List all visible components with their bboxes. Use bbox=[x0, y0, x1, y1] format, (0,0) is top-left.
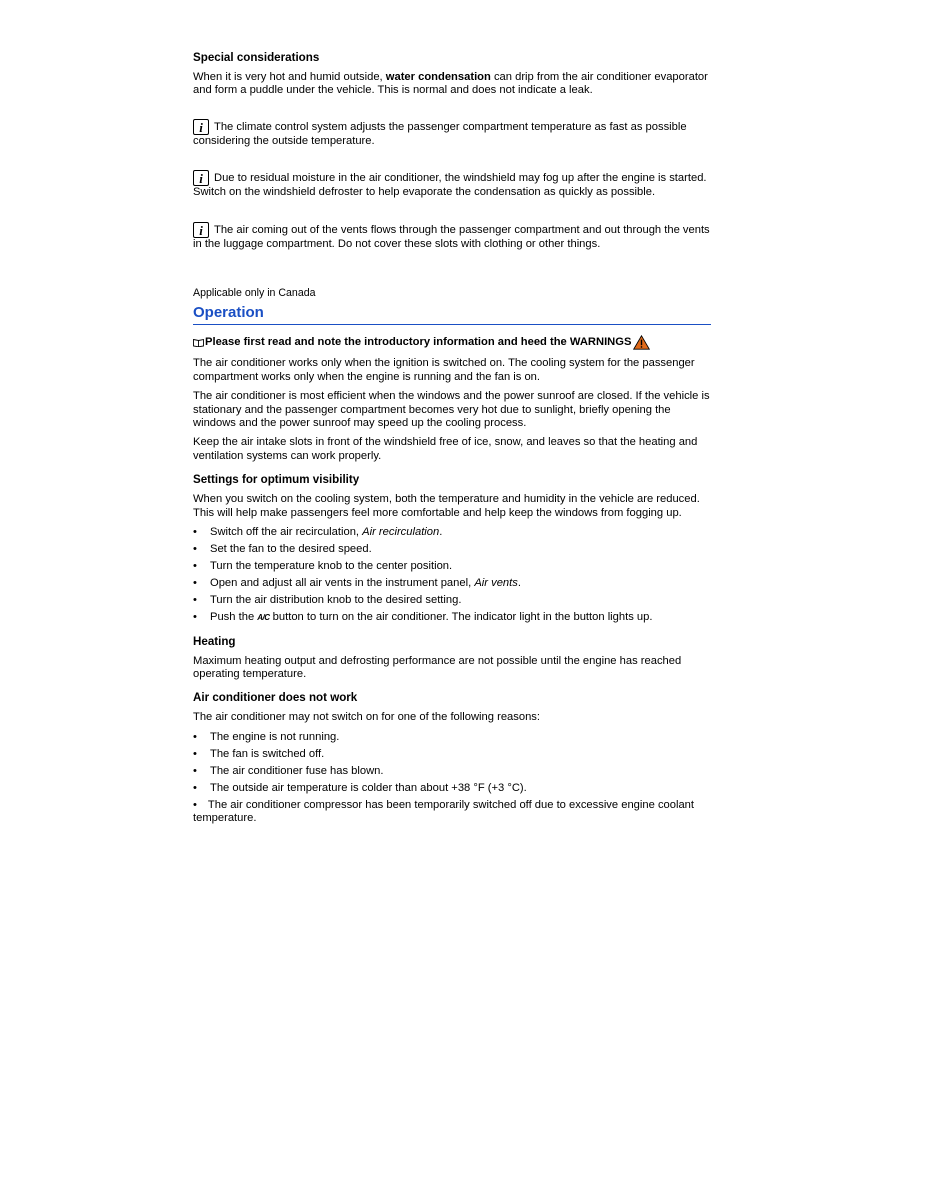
info-note-3 bbox=[193, 222, 711, 251]
operation-paragraph: Keep the air intake slots in front of the windshield free of ice, snow, and leaves so that the heating and ventilation systems can work properly. bbox=[193, 436, 698, 462]
info-icon: i bbox=[193, 222, 209, 238]
list-item-text: Turn the air distribution knob to the desired setting. bbox=[210, 594, 462, 607]
list-item-text: The air conditioner fuse has blown. bbox=[210, 764, 384, 777]
operation-paragraph: The air conditioner works only when the ignition is switched on. The cooling system for the passenger compartment works only when the engine is running and the fan is on. bbox=[193, 357, 695, 383]
bullet: • bbox=[193, 560, 197, 573]
list-item-text: Switch off the air recirculation, bbox=[210, 526, 363, 539]
list-item-text: Push the bbox=[210, 611, 258, 624]
list-item-text-end: button to turn on the air conditioner. The indicator light in the button lights up. bbox=[269, 611, 653, 624]
list-item bbox=[193, 560, 711, 573]
list-item bbox=[193, 577, 711, 590]
list-item-text: Open and adjust all air vents in the instrument panel, bbox=[210, 577, 475, 590]
list-item bbox=[193, 765, 711, 778]
heating-text: Maximum heating output and defrosting performance are not possible until the engine has reached operating temperature. bbox=[193, 654, 682, 680]
list-item bbox=[193, 782, 711, 795]
ac-not-work-heading: Air conditioner does not work bbox=[193, 691, 358, 705]
operation-title: Operation bbox=[193, 304, 711, 325]
warning-triangle-icon bbox=[633, 335, 650, 350]
info-icon: i bbox=[193, 170, 209, 186]
info-icon: i bbox=[193, 119, 209, 135]
list-item bbox=[193, 526, 711, 539]
condensation-text-start: When it is very hot and humid outside, bbox=[193, 71, 386, 83]
bullet: • bbox=[193, 543, 197, 556]
list-item bbox=[193, 731, 711, 744]
condensation-bold-term: water condensation bbox=[385, 71, 491, 83]
ac-button-icon: A/C bbox=[257, 613, 270, 623]
list-item-text: The outside air temperature is colder than about +38 °F (+3 °C). bbox=[210, 781, 527, 794]
condensation-text-end: can drip from the air conditioner evaporator and form a puddle under the vehicle. This is normal and does not indicate a leak. bbox=[193, 71, 708, 97]
list-item bbox=[193, 594, 711, 607]
info-note-2 bbox=[193, 170, 711, 199]
list-item-text: The fan is switched off. bbox=[210, 747, 325, 760]
bullet: • bbox=[193, 577, 197, 590]
intro-warning-text: Please first read and note the introductory information and heed the WARNINGS bbox=[205, 336, 632, 349]
page-content bbox=[193, 51, 711, 830]
bullet: • bbox=[193, 781, 197, 794]
operation-paragraph: The air conditioner is most efficient when the windows and the power sunroof are closed. If the vehicle is stationary and the passenger compartment becomes very hot due to sunlight, briefly opening the windows and the power sunroof may speed up the cooling process. bbox=[193, 390, 710, 430]
list-item bbox=[193, 799, 711, 826]
info-note-text: The climate control system adjusts the passenger compartment temperature as fast as possible considering the outside temperature. bbox=[193, 120, 687, 147]
list-item bbox=[193, 748, 711, 761]
bullet: • bbox=[193, 594, 197, 607]
info-note-1 bbox=[193, 119, 711, 148]
list-item-end: . bbox=[517, 577, 521, 590]
bullet: • bbox=[193, 611, 197, 624]
bullet: • bbox=[193, 730, 197, 743]
list-item-text: Turn the temperature knob to the center position. bbox=[210, 560, 453, 573]
list-item-text: The engine is not running. bbox=[210, 730, 340, 743]
intro-warning-line bbox=[193, 335, 711, 350]
visibility-intro: When you switch on the cooling system, both the temperature and humidity in the vehicle are reduced. This will help make passengers feel more comfortable and help keep the windows from fogging up. bbox=[193, 493, 700, 519]
bullet: • bbox=[193, 747, 197, 760]
air-recirculation-link[interactable]: Air recirculation bbox=[362, 526, 440, 539]
info-note-text: Due to residual moisture in the air conditioner, the windshield may fog up after the engine is started. Switch on the windshield defroster to help evaporate the condensation as quickly as possible. bbox=[193, 172, 707, 199]
list-item bbox=[193, 543, 711, 556]
list-item-text: Set the fan to the desired speed. bbox=[210, 543, 372, 556]
bullet: • bbox=[193, 526, 197, 539]
applicability-note: Applicable only in Canada bbox=[193, 287, 316, 300]
list-item bbox=[193, 611, 711, 624]
list-item-end: . bbox=[439, 526, 443, 539]
ac-not-work-intro: The air conditioner may not switch on for one of the following reasons: bbox=[193, 711, 540, 724]
special-considerations-section bbox=[193, 51, 711, 98]
heating-heading: Heating bbox=[193, 634, 236, 648]
condensation-paragraph bbox=[193, 71, 711, 98]
visibility-heading: Settings for optimum visibility bbox=[193, 473, 360, 487]
special-considerations-heading: Special considerations bbox=[193, 51, 320, 64]
visibility-list bbox=[193, 526, 711, 624]
book-icon bbox=[193, 338, 204, 347]
bullet: • bbox=[193, 764, 197, 777]
info-note-text: The air coming out of the vents flows through the passenger compartment and out through the vents in the luggage compartment. Do not cover these slots with clothing or other things. bbox=[193, 223, 710, 250]
air-vents-link[interactable]: Air vents bbox=[474, 577, 518, 590]
bullet: • bbox=[193, 798, 197, 811]
ac-reasons-list bbox=[193, 731, 711, 826]
list-item-text: The air conditioner compressor has been temporarily switched off due to excessive engine coolant temperature. bbox=[193, 798, 695, 825]
